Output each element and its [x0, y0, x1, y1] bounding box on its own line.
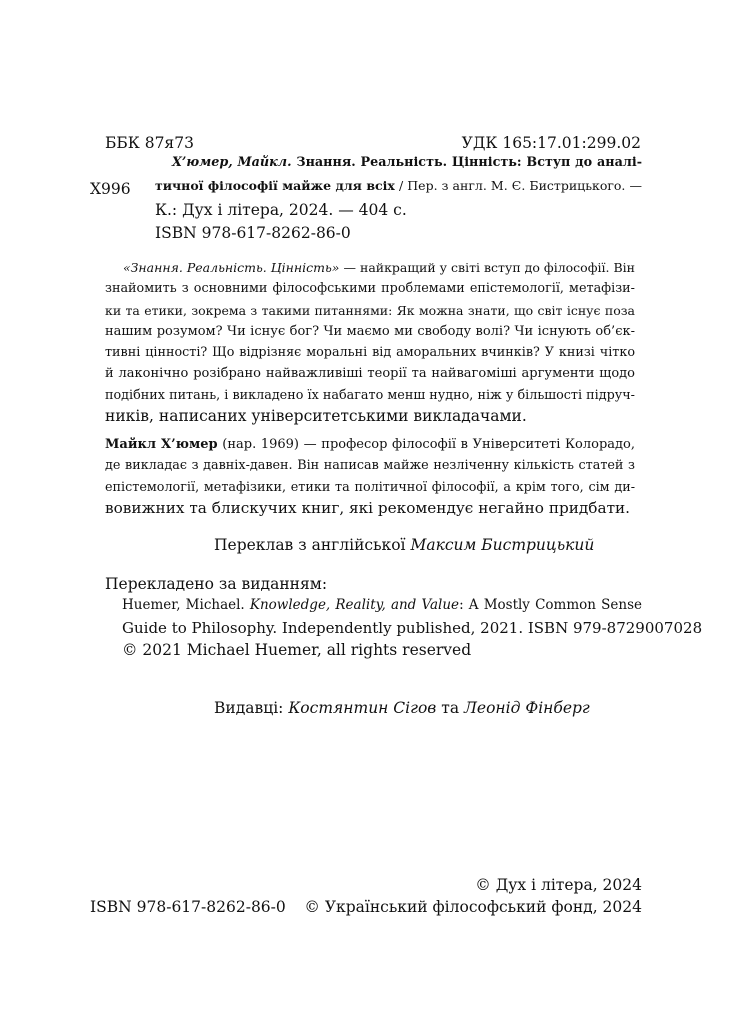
bib-isbn: ISBN 978-617-8262-86-0: [155, 224, 351, 242]
abstract-text: — найкращий у світі вступ до філософії. Він: [339, 260, 635, 275]
bio-line: вовижних та блискучих книг, які рекомендує негайно придбати.: [105, 498, 631, 517]
footer-isbn: ISBN 978-617-8262-86-0: [90, 898, 286, 916]
udk-code: УДК 165:17.01:299.02: [461, 134, 641, 152]
bib-title-1: Знання. Реальність. Цінність: Вступ до аналі-: [291, 155, 642, 170]
cutter-code: Х996: [90, 180, 131, 198]
publisher-name-1: Костянтин Сігов: [288, 699, 437, 717]
source-line-1: [122, 597, 642, 613]
bbk-code: ББК 87я73: [105, 134, 194, 152]
abstract-line: знайомить з основними філософськими проблемами епістемології, метафізи-: [105, 281, 635, 297]
abstract-line: подібних питань, і викладено їх набагато менш нудно, ніж у більшості підруч-: [105, 387, 635, 403]
copyright-fund: © Український філософський фонд, 2024: [304, 898, 642, 916]
source-subtitle: : A Mostly Common Sense: [459, 597, 642, 613]
source-author: Huemer, Michael.: [122, 597, 250, 613]
abstract: [105, 257, 635, 427]
abstract-line: ників, написаних університетськими викладачами.: [105, 407, 527, 426]
abstract-line: ки та етики, зокрема з такими питаннями: Як можна знати, що світ існує поза: [105, 302, 635, 318]
bio-line: епістемології, метафізики, етики та політичної філософії, а крім того, сім ди-: [105, 479, 635, 495]
abstract-line: тивні цінності? Що відрізняє моральні від аморальних вчинків? У книзі чітко: [105, 345, 635, 361]
publishers-line: [214, 699, 590, 717]
translator-line: [214, 536, 594, 554]
publishers-and: та: [436, 699, 464, 717]
publishers-label: Видавці:: [214, 699, 289, 717]
abstract-line: [105, 257, 635, 278]
translator-label: Переклав з англійської: [214, 536, 411, 554]
source-copyright: © 2021 Michael Huemer, all rights reserved: [122, 641, 472, 659]
abstract-line: й лаконічно розібрано найважливіші теорії та найвагоміші аргументи щодо: [105, 366, 635, 382]
abstract-line: нашим розумом? Чи існує бог? Чи маємо ми свободу волі? Чи існують об’єк-: [105, 323, 635, 339]
bib-imprint: К.: Дух і літера, 2024. — 404 с.: [155, 201, 407, 219]
publisher-name-2: Леонід Фінберг: [463, 699, 590, 717]
source-line-2: Guide to Philosophy. Independently published, 2021. ISBN 979-8729007028: [122, 619, 703, 637]
bib-title-2: тичної філософії майже для всіх: [155, 178, 395, 193]
bio-line: [105, 434, 635, 455]
bio-line: де викладає з давніх-давен. Він написав майже незліченну кількість статей з: [105, 458, 635, 474]
author-bio: [105, 434, 635, 519]
bib-author: Х’юмер, Майкл.: [172, 155, 292, 170]
bib-translator: / Пер. з англ. М. Є. Бистрицького. —: [394, 178, 642, 193]
bib-line-1: [172, 155, 642, 170]
source-title: Knowledge, Reality, and Value: [249, 597, 460, 613]
bio-author-name: Майкл Х’юмер: [105, 437, 218, 452]
bib-line-2: [155, 178, 642, 193]
translator-name: Максим Бистрицький: [410, 536, 595, 554]
source-label: Перекладено за виданням:: [105, 575, 328, 593]
bio-text: (нар. 1969) — професор філософії в Університеті Колорадо,: [217, 437, 635, 452]
copyright-publisher: © Дух і літера, 2024: [475, 876, 642, 894]
abstract-book-title: «Знання. Реальність. Цінність»: [123, 260, 340, 275]
